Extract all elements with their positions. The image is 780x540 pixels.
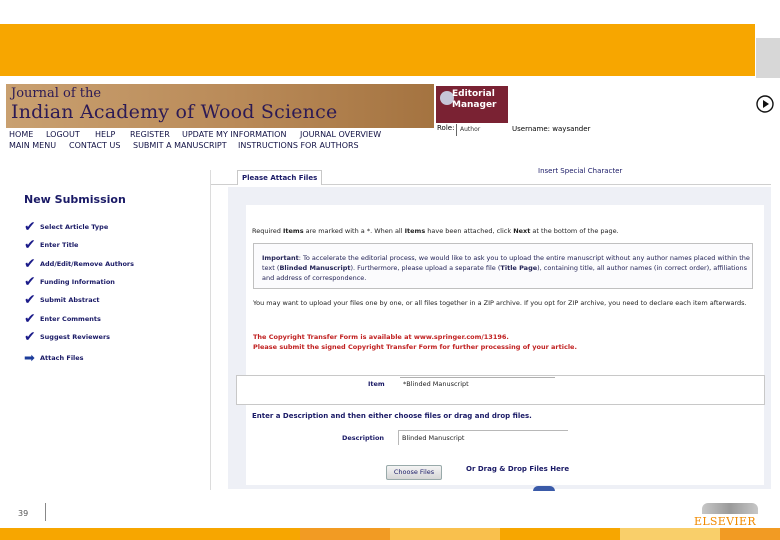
- checkmark-icon: ✔: [24, 311, 36, 327]
- em-logo-line2: Manager: [452, 100, 497, 110]
- important-bold-title-page: Title Page: [500, 264, 538, 272]
- menu-journal-overview[interactable]: JOURNAL OVERVIEW: [300, 130, 382, 139]
- required-items-text: [252, 227, 619, 235]
- upload-indicator: [533, 486, 555, 491]
- req-bold-items: Items: [283, 227, 304, 235]
- important-text2: ). Furthermore, please upload a separate file (: [350, 264, 501, 272]
- zip-archive-text: You may want to upload your files one by one, or all files together in a ZIP archive. If you opt for ZIP archive, you need to declare each item afterwards.: [253, 299, 747, 307]
- em-logo-line1: Editorial: [452, 89, 495, 99]
- checkmark-icon: ✔: [24, 256, 36, 272]
- important-text1: : To accelerate the editorial process, we would like to ask you to upload the entire manuscript without any author names placed within the text (: [262, 254, 750, 272]
- elsevier-tree-icon: [702, 503, 758, 514]
- description-label: Description: [342, 434, 385, 442]
- column-divider: [210, 170, 211, 490]
- req-prefix: Required: [252, 227, 283, 235]
- copyright-form-link-text[interactable]: The Copyright Transfer Form is available at www.springer.com/13196.: [253, 333, 509, 341]
- menu-register[interactable]: REGISTER: [130, 130, 170, 139]
- step-label: Submit Abstract: [40, 296, 100, 304]
- new-submission-title: New Submission: [24, 193, 126, 206]
- footer-separator: [45, 503, 46, 521]
- username-value: waysander: [552, 125, 591, 133]
- step-label: Select Article Type: [40, 223, 109, 231]
- menu-help[interactable]: HELP: [95, 130, 116, 139]
- req-end: at the bottom of the page.: [530, 227, 619, 235]
- role-label: Role:: [437, 124, 455, 132]
- important-bold-blinded: Blinded Manuscript: [279, 264, 351, 272]
- journal-title-line1: Journal of the: [11, 86, 102, 101]
- footer-color-stripe: [0, 528, 780, 540]
- step-label: Attach Files: [40, 354, 84, 362]
- play-icon[interactable]: [756, 95, 774, 113]
- menu-logout[interactable]: LOGOUT: [46, 130, 80, 139]
- username-label: Username:: [512, 125, 551, 133]
- insert-special-character-link[interactable]: Insert Special Character: [538, 167, 623, 175]
- description-instructions: Enter a Description and then either choose files or drag and drop files.: [252, 412, 532, 420]
- editorial-manager-logo: [436, 86, 508, 123]
- slide-side-tab: [756, 38, 780, 78]
- step-label: Add/Edit/Remove Authors: [40, 260, 135, 268]
- checkmark-icon: ✔: [24, 274, 36, 290]
- menu-contact-us[interactable]: CONTACT US: [69, 141, 121, 150]
- menu-update-info[interactable]: UPDATE MY INFORMATION: [182, 130, 287, 139]
- page-number: 39: [18, 509, 29, 518]
- step-label: Enter Comments: [40, 315, 101, 323]
- req-bold-items2: Items: [404, 227, 426, 235]
- choose-files-button[interactable]: Choose Files: [386, 465, 442, 480]
- req-bold-next: Next: [513, 227, 531, 235]
- description-input[interactable]: Blinded Manuscript: [398, 430, 568, 445]
- item-select[interactable]: *Blinded Manuscript: [400, 377, 555, 391]
- elsevier-logo: [694, 503, 766, 528]
- menu-submit-manuscript[interactable]: SUBMIT A MANUSCRIPT: [133, 141, 227, 150]
- step-label: Suggest Reviewers: [40, 333, 111, 341]
- step-label: Enter Title: [40, 241, 79, 249]
- item-label: Item: [368, 380, 385, 388]
- important-notice-text: [262, 253, 750, 283]
- req-mid: are marked with a *. When all: [303, 227, 405, 235]
- checkmark-icon: ✔: [24, 219, 36, 235]
- important-text3: ), containing title, all author names (in correct order), affiliations and address of correspondence.: [262, 264, 747, 282]
- role-value[interactable]: Author: [456, 124, 490, 136]
- username-display: [512, 125, 590, 133]
- checkmark-icon: ✔: [24, 237, 36, 253]
- journal-title-line2: Indian Academy of Wood Science: [11, 101, 338, 123]
- tab-please-attach-files[interactable]: Please Attach Files: [237, 170, 322, 185]
- step-label: Funding Information: [40, 278, 115, 286]
- menu-instructions[interactable]: INSTRUCTIONS FOR AUTHORS: [238, 141, 359, 150]
- checkmark-icon: ✔: [24, 292, 36, 308]
- menu-main-menu[interactable]: MAIN MENU: [9, 141, 57, 150]
- menu-home[interactable]: HOME: [9, 130, 34, 139]
- slide-header-bar: [0, 24, 755, 76]
- elsevier-wordmark: ELSEVIER: [694, 515, 756, 528]
- copyright-submit-text: Please submit the signed Copyright Transfer Form for further processing of your article.: [253, 343, 577, 351]
- journal-banner: [6, 84, 434, 128]
- checkmark-icon: ✔: [24, 329, 36, 345]
- req-mid2: have been attached, click: [425, 227, 514, 235]
- drag-drop-label[interactable]: Or Drag & Drop Files Here: [466, 465, 570, 473]
- arrow-right-icon: ➡: [24, 351, 35, 366]
- em-logo-text: [452, 89, 497, 111]
- important-notice-box: [253, 243, 753, 289]
- important-label: Important: [262, 254, 299, 262]
